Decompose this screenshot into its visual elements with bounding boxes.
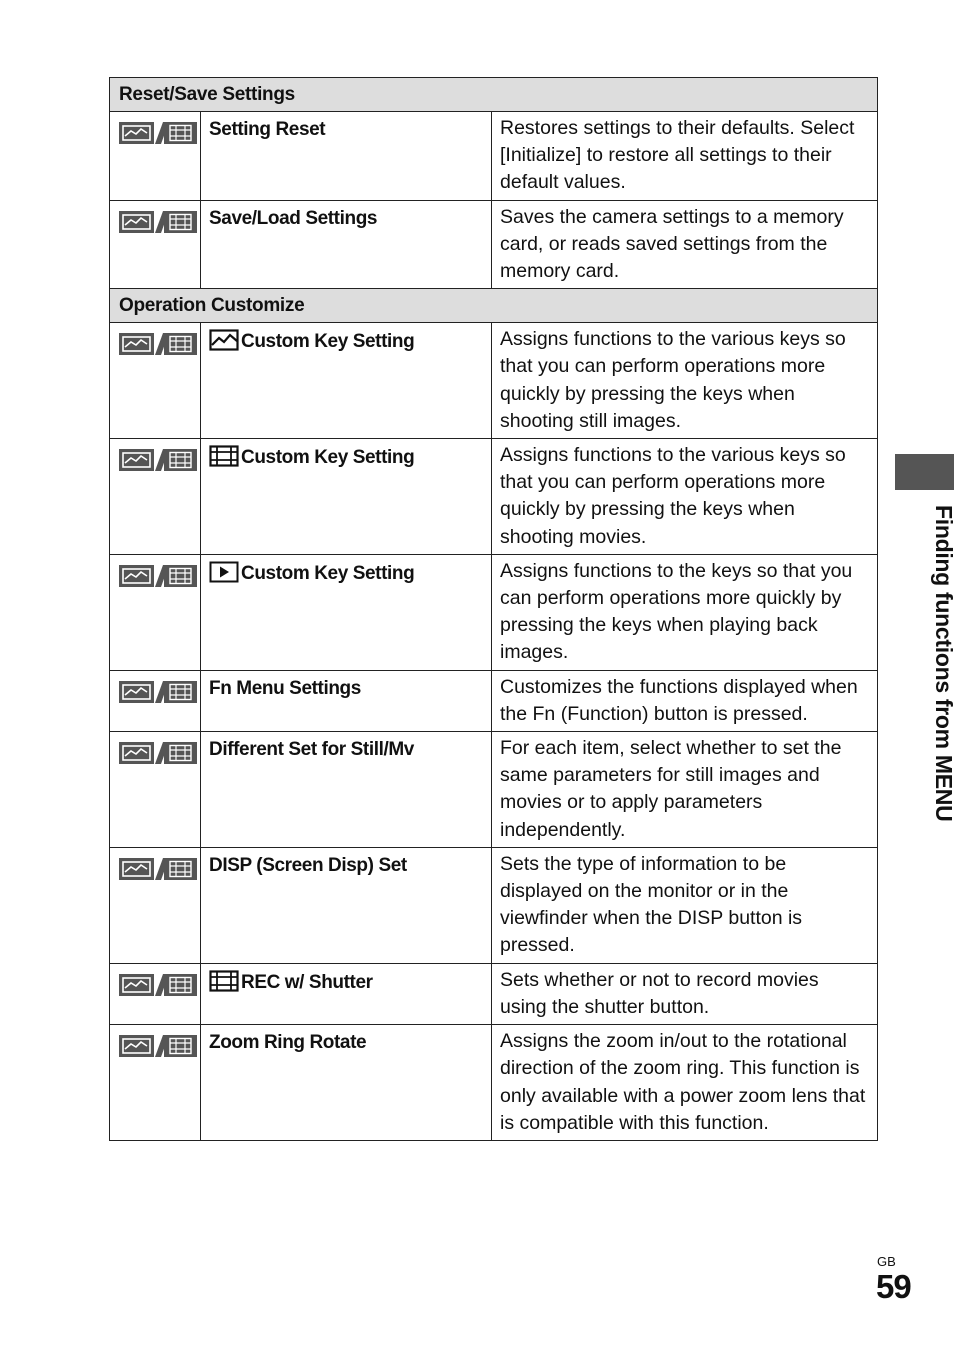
- setting-name-cell: [201, 670, 492, 731]
- still-movie-icon: [119, 858, 200, 880]
- still-movie-icon: [119, 1035, 200, 1057]
- mode-cell: [110, 670, 201, 731]
- setting-name-cell: [201, 847, 492, 963]
- setting-description: Restores settings to their defaults. Select [Initialize] to restore all settings to their default values.: [492, 112, 878, 201]
- setting-name: DISP (Screen Disp) Set: [209, 854, 407, 876]
- setting-name-cell: [201, 112, 492, 201]
- mode-cell: [110, 554, 201, 670]
- movie-icon: [209, 447, 241, 468]
- setting-description: For each item, select whether to set the same parameters for still images and movies or to apply parameters independently.: [492, 732, 878, 848]
- section-side-label: Finding functions from MENU: [931, 505, 957, 822]
- setting-name: REC w/ Shutter: [241, 971, 373, 993]
- still-movie-icon: [119, 742, 200, 764]
- still-movie-icon: [119, 565, 200, 587]
- still-movie-icon: [119, 974, 200, 996]
- setting-description: Sets the type of information to be displayed on the monitor or in the viewfinder when the DISP button is pressed.: [492, 847, 878, 963]
- still-movie-icon: [119, 333, 200, 355]
- setting-description: Assigns functions to the keys so that you can perform operations more quickly by pressing the keys when playing back images.: [492, 554, 878, 670]
- still-movie-icon: [119, 122, 200, 144]
- setting-name: Fn Menu Settings: [209, 677, 361, 699]
- setting-description: Sets whether or not to record movies using the shutter button.: [492, 963, 878, 1024]
- mode-cell: [110, 323, 201, 439]
- table-row: [110, 732, 878, 848]
- table-row: [110, 323, 878, 439]
- setting-name: Custom Key Setting: [241, 562, 415, 584]
- playback-icon: [209, 563, 241, 584]
- table-row: [110, 847, 878, 963]
- setting-description: Assigns the zoom in/out to the rotational direction of the zoom ring. This function is only available with a power zoom lens that is compatible with this function.: [492, 1025, 878, 1141]
- setting-name: Setting Reset: [209, 119, 326, 140]
- table-row: [110, 200, 878, 289]
- still-movie-icon: [119, 449, 200, 471]
- settings-table: [109, 77, 878, 1141]
- table-row: [110, 1025, 878, 1141]
- table-row: [110, 112, 878, 201]
- section-tab-marker: [895, 454, 954, 490]
- still-movie-icon: [119, 211, 200, 233]
- table-row: [110, 439, 878, 555]
- section-header-row: [110, 78, 878, 112]
- movie-icon: [209, 972, 241, 993]
- table-row: [110, 554, 878, 670]
- mode-cell: [110, 439, 201, 555]
- table-row: [110, 963, 878, 1024]
- setting-description: Customizes the functions displayed when the Fn (Function) button is pressed.: [492, 670, 878, 731]
- setting-name: Custom Key Setting: [241, 447, 415, 469]
- still-image-icon: [209, 331, 241, 352]
- setting-name-cell: [201, 732, 492, 848]
- setting-description: Assigns functions to the various keys so that you can perform operations more quickly by pressing the keys when shooting movies.: [492, 439, 878, 555]
- setting-name-cell: [201, 439, 492, 555]
- section-title: Reset/Save Settings: [110, 78, 878, 112]
- mode-cell: [110, 200, 201, 289]
- setting-name-cell: [201, 963, 492, 1024]
- setting-name: Custom Key Setting: [241, 331, 415, 353]
- region-code: GB: [877, 1254, 896, 1269]
- mode-cell: [110, 732, 201, 848]
- setting-name-cell: [201, 323, 492, 439]
- page-number: 59: [876, 1268, 911, 1305]
- setting-name-cell: [201, 1025, 492, 1141]
- setting-name-cell: [201, 554, 492, 670]
- mode-cell: [110, 847, 201, 963]
- setting-name-cell: [201, 200, 492, 289]
- setting-description: Saves the camera settings to a memory card, or reads saved settings from the memory card.: [492, 200, 878, 289]
- section-title: Operation Customize: [110, 289, 878, 323]
- mode-cell: [110, 963, 201, 1024]
- still-movie-icon: [119, 681, 200, 703]
- table-row: [110, 670, 878, 731]
- mode-cell: [110, 1025, 201, 1141]
- setting-name: Different Set for Still/Mv: [209, 739, 414, 761]
- setting-description: Assigns functions to the various keys so that you can perform operations more quickly by pressing the keys when shooting still images.: [492, 323, 878, 439]
- setting-name: Zoom Ring Rotate: [209, 1032, 367, 1054]
- mode-cell: [110, 112, 201, 201]
- section-header-row: [110, 289, 878, 323]
- setting-name: Save/Load Settings: [209, 207, 378, 229]
